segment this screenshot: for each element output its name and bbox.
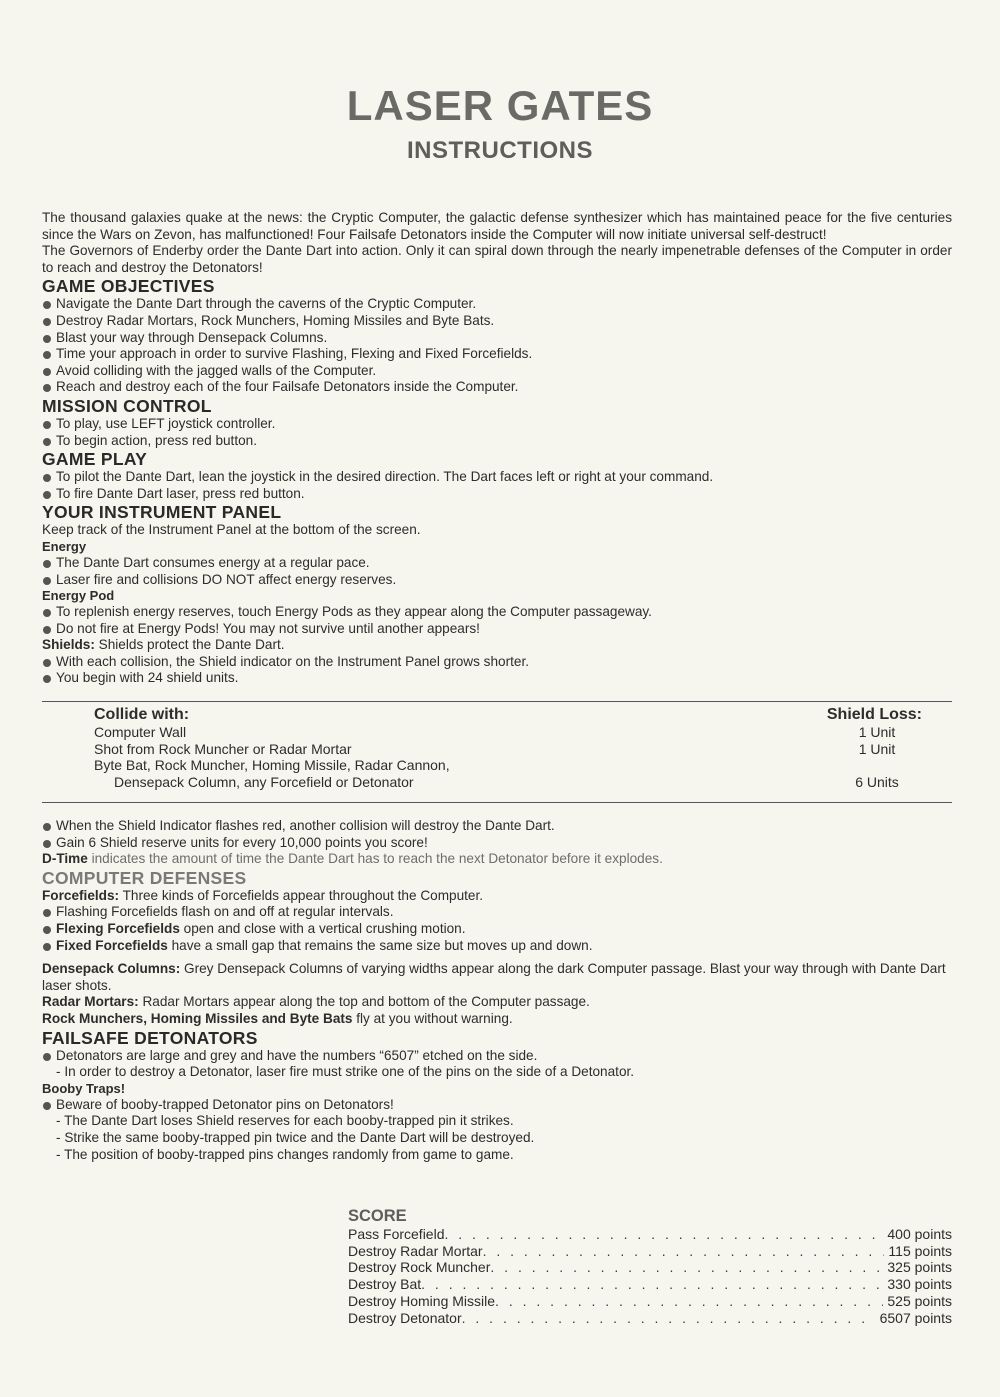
rock-line bbox=[42, 1011, 952, 1028]
densepack-text: Grey Densepack Columns of varying widths appear along the dark Computer passage. Blast your way through with Dante Dart laser shots. bbox=[42, 961, 946, 993]
list-item: To pilot the Dante Dart, lean the joystick in the desired direction. The Dart faces left or right at your command. bbox=[42, 469, 952, 486]
forcefields-line bbox=[42, 888, 952, 905]
shields-line bbox=[42, 637, 952, 654]
table-row bbox=[94, 757, 922, 790]
list-item bbox=[42, 921, 952, 938]
leader-dots bbox=[444, 1226, 883, 1243]
shields-label: Shields: bbox=[42, 637, 95, 653]
list-item: Beware of booby-trapped Detonator pins on Detonators! bbox=[42, 1097, 952, 1114]
score-table bbox=[348, 1206, 952, 1326]
page-subtitle: INSTRUCTIONS bbox=[407, 137, 593, 164]
leader-dots bbox=[490, 1259, 883, 1276]
forcefields-list bbox=[42, 904, 952, 954]
score-points: 400 points bbox=[887, 1226, 952, 1242]
energy-pod-list bbox=[42, 604, 952, 637]
list-item: Detonators are large and grey and have the numbers “6507” etched on the side. bbox=[42, 1048, 952, 1065]
score-points: 115 points bbox=[888, 1242, 952, 1259]
list-item: Blast your way through Densepack Columns. bbox=[42, 330, 952, 347]
score-row bbox=[348, 1243, 952, 1260]
list-item: Destroy Radar Mortars, Rock Munchers, Homing Missiles and Byte Bats. bbox=[42, 313, 952, 330]
radar-line bbox=[42, 994, 952, 1011]
score-label: Pass Forcefield bbox=[348, 1226, 445, 1242]
densepack-line bbox=[42, 961, 952, 994]
energy-pod-heading: Energy Pod bbox=[42, 588, 115, 604]
list-item: To play, use LEFT joystick controller. bbox=[42, 416, 952, 433]
list-item: - The Dante Dart loses Shield reserves for each booby-trapped pin it strikes. bbox=[56, 1113, 952, 1130]
score-label: Destroy Bat bbox=[348, 1276, 422, 1293]
score-row bbox=[348, 1226, 952, 1243]
list-item: - The position of booby-trapped pins changes randomly from game to game. bbox=[56, 1147, 952, 1164]
list-item: To begin action, press red button. bbox=[42, 433, 952, 450]
score-points: 525 points bbox=[887, 1292, 952, 1309]
table-row bbox=[94, 724, 922, 741]
fixed-label: Fixed Forcefields bbox=[56, 937, 168, 953]
score-label: Destroy Radar Mortar bbox=[348, 1242, 483, 1259]
flexing-text: open and close with a vertical crushing motion. bbox=[179, 921, 466, 937]
failsafe-heading: FAILSAFE DETONATORS bbox=[42, 1027, 258, 1048]
list-item: To fire Dante Dart laser, press red button. bbox=[42, 486, 952, 503]
list-item: To replenish energy reserves, touch Energy Pods as they appear along the Computer passageway. bbox=[42, 604, 952, 621]
collide-item: Computer Wall bbox=[94, 724, 187, 741]
list-item: Navigate the Dante Dart through the caverns of the Cryptic Computer. bbox=[42, 296, 952, 313]
list-item: Gain 6 Shield reserve units for every 10,000 points you score! bbox=[42, 835, 952, 852]
shields-text: Shields protect the Dante Dart. bbox=[94, 637, 285, 653]
list-item: Do not fire at Energy Pods! You may not survive until another appears! bbox=[42, 621, 952, 638]
main-content bbox=[42, 210, 952, 1163]
leader-dots bbox=[483, 1243, 885, 1260]
table-header-row bbox=[94, 705, 922, 724]
shield-loss-value: 1 Unit bbox=[858, 740, 896, 757]
radar-text: Radar Mortars appear along the top and bottom of the Computer passage. bbox=[138, 994, 590, 1010]
failsafe-sub-list bbox=[42, 1064, 952, 1081]
intro-paragraph: The thousand galaxies quake at the news: the Cryptic Computer, the galactic defense synthesizer which has maintained peace for the five centuries since the Wars on Zevon, has malfunctioned! Four Failsafe Detonators inside the Computer will now initiate universal self-destruct! bbox=[42, 210, 952, 242]
fixed-text: have a small gap that remains the same size but moves up and down. bbox=[167, 937, 593, 953]
rock-label: Rock Munchers, Homing Missiles and Byte Bats bbox=[42, 1011, 353, 1026]
list-item: - Strike the same booby-trapped pin twice and the Dante Dart will be destroyed. bbox=[56, 1130, 952, 1147]
mission-control-heading: MISSION CONTROL bbox=[42, 395, 212, 416]
leader-dots bbox=[421, 1276, 883, 1293]
mission-control-list bbox=[42, 416, 952, 449]
failsafe-list bbox=[42, 1048, 952, 1065]
score-row bbox=[348, 1276, 952, 1293]
booby-traps-sub-list bbox=[42, 1113, 952, 1163]
energy-list bbox=[42, 555, 952, 588]
leader-dots bbox=[495, 1293, 883, 1310]
shield-loss-value: 6 Units bbox=[855, 773, 899, 790]
densepack-label: Densepack Columns: bbox=[42, 961, 181, 977]
score-points: 330 points bbox=[887, 1276, 952, 1293]
game-objectives-heading: GAME OBJECTIVES bbox=[42, 276, 215, 297]
collide-item: Byte Bat, Rock Muncher, Homing Missile, Radar Cannon, bbox=[94, 757, 450, 774]
score-row bbox=[348, 1310, 952, 1327]
collision-table bbox=[42, 701, 952, 803]
score-row bbox=[348, 1259, 952, 1276]
instrument-panel-heading: YOUR INSTRUMENT PANEL bbox=[42, 502, 282, 523]
shield-notes-list bbox=[42, 818, 952, 851]
list-item: Laser fire and collisions DO NOT affect energy reserves. bbox=[42, 572, 952, 589]
instrument-panel-intro: Keep track of the Instrument Panel at the bottom of the screen. bbox=[42, 522, 421, 538]
list-item: You begin with 24 shield units. bbox=[42, 670, 952, 687]
energy-heading: Energy bbox=[42, 538, 87, 554]
table-row bbox=[94, 741, 922, 758]
game-play-heading: GAME PLAY bbox=[42, 449, 148, 470]
list-item: Time your approach in order to survive Flashing, Flexing and Fixed Forcefields. bbox=[42, 346, 952, 363]
list-item: With each collision, the Shield indicator on the Instrument Panel grows shorter. bbox=[42, 654, 952, 671]
list-item: Reach and destroy each of the four Failsafe Detonators inside the Computer. bbox=[42, 379, 952, 396]
score-label: Destroy Homing Missile bbox=[348, 1292, 496, 1309]
dtime-label: D-Time bbox=[42, 851, 88, 867]
shield-loss-header: Shield Loss: bbox=[826, 706, 922, 724]
page-title: LASER GATES bbox=[346, 82, 654, 129]
list-item: Avoid colliding with the jagged walls of the Computer. bbox=[42, 363, 952, 380]
booby-traps-list bbox=[42, 1097, 952, 1114]
booby-traps-heading: Booby Traps! bbox=[42, 1080, 126, 1096]
radar-label: Radar Mortars: bbox=[42, 994, 139, 1010]
score-heading: SCORE bbox=[348, 1207, 407, 1225]
score-points: 6507 points bbox=[879, 1309, 952, 1326]
list-item bbox=[42, 938, 952, 955]
list-item: The Dante Dart consumes energy at a regular pace. bbox=[42, 555, 952, 572]
list-item: - In order to destroy a Detonator, laser fire must strike one of the pins on the side of a Detonator. bbox=[56, 1064, 952, 1081]
score-label: Destroy Rock Muncher bbox=[348, 1259, 491, 1276]
dtime-text: indicates the amount of time the Dante Dart has to reach the next Detonator before it explodes. bbox=[87, 851, 663, 867]
collide-item-continued: Densepack Column, any Forcefield or Detonator bbox=[114, 773, 414, 790]
forcefields-text: Three kinds of Forcefields appear throughout the Computer. bbox=[119, 887, 484, 903]
forcefields-label: Forcefields: bbox=[42, 887, 120, 903]
intro-section bbox=[42, 210, 952, 276]
shields-list bbox=[42, 654, 952, 687]
list-item: When the Shield Indicator flashes red, another collision will destroy the Dante Dart. bbox=[42, 818, 952, 835]
list-item: Flashing Forcefields flash on and off at regular intervals. bbox=[42, 904, 952, 921]
collide-item: Shot from Rock Muncher or Radar Mortar bbox=[94, 740, 352, 757]
collide-with-header: Collide with: bbox=[94, 706, 190, 724]
game-play-list bbox=[42, 469, 952, 502]
leader-dots bbox=[462, 1310, 876, 1327]
intro-paragraph: The Governors of Enderby order the Dante Dart into action. Only it can spiral down through the nearly impenetrable defenses of the Computer in order to reach and destroy the Detonators! bbox=[42, 243, 952, 275]
shield-loss-value: 1 Unit bbox=[858, 724, 896, 741]
computer-defenses-heading: COMPUTER DEFENSES bbox=[42, 867, 247, 888]
score-label: Destroy Detonator bbox=[348, 1309, 462, 1326]
dtime-line bbox=[42, 851, 952, 868]
score-points: 325 points bbox=[887, 1259, 952, 1276]
game-objectives-list bbox=[42, 296, 952, 396]
flexing-label: Flexing Forcefields bbox=[56, 921, 180, 937]
rock-text: fly at you without warning. bbox=[352, 1011, 513, 1026]
score-row bbox=[348, 1293, 952, 1310]
